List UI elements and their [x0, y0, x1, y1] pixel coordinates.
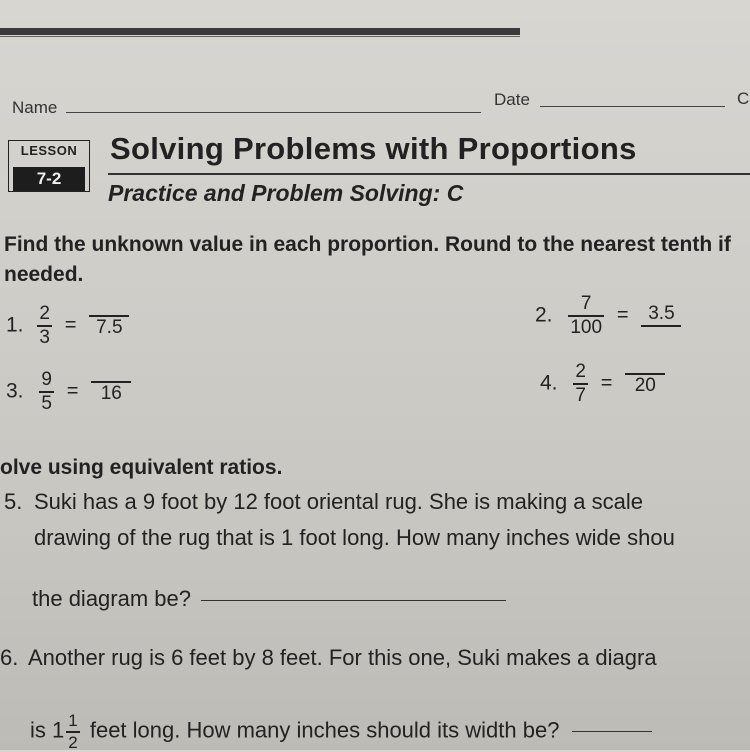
- problem-1-fraction-left: [37, 304, 52, 348]
- lesson-badge: [8, 140, 90, 192]
- fraction-denominator: 3: [39, 326, 50, 348]
- problem-2-fraction-right: [641, 304, 681, 328]
- page-subtitle: Practice and Problem Solving: C: [108, 180, 464, 206]
- problem-3-number: 3.: [6, 379, 24, 403]
- fraction-numerator: 2: [39, 303, 50, 324]
- question-6-number: 6.: [0, 645, 19, 670]
- fraction-denominator: 5: [41, 392, 52, 414]
- problem-2-number: 2.: [535, 303, 553, 327]
- question-6-text-post: feet long. How many inches should its width be?: [89, 717, 560, 743]
- name-field[interactable]: [66, 112, 481, 113]
- mixed-fraction: [66, 712, 79, 752]
- date-field[interactable]: [540, 106, 725, 107]
- fraction-numerator: 1: [68, 712, 78, 730]
- question-5-answer-line[interactable]: [201, 600, 506, 601]
- lesson-number: 7-2: [13, 167, 85, 191]
- problem-1-number: 1.: [6, 313, 24, 337]
- question-6-text-pre: is 1: [30, 717, 65, 743]
- fraction-denominator: 7: [575, 384, 586, 406]
- answer-blank[interactable]: [641, 327, 681, 328]
- fraction-denominator: 20: [634, 374, 656, 396]
- question-5-number: 5.: [4, 489, 23, 514]
- lesson-word: LESSON: [20, 143, 78, 158]
- problem-4-fraction-right: [625, 372, 665, 396]
- top-rule-thick: [0, 28, 520, 35]
- problem-4-number: 4.: [540, 371, 558, 395]
- problem-3-fraction-left: [39, 370, 54, 414]
- equals-sign: =: [66, 380, 79, 403]
- top-rule-thin: [0, 36, 520, 37]
- fraction-numerator: 3.5: [648, 303, 675, 324]
- fraction-numerator: 2: [575, 361, 586, 382]
- question-6-answer-line[interactable]: [572, 731, 652, 732]
- date-label: Date: [494, 90, 530, 109]
- problem-2: [535, 294, 681, 338]
- problem-4-fraction-left: [573, 362, 588, 406]
- problem-2-fraction-left: [568, 294, 604, 338]
- equals-sign: =: [616, 304, 629, 327]
- fraction-numerator: 7: [580, 293, 592, 314]
- title-rule: [108, 173, 750, 175]
- fraction-denominator: 100: [570, 316, 603, 338]
- equals-sign: =: [64, 314, 77, 337]
- question-5-line-1: Suki has a 9 foot by 12 foot oriental rug. She is making a scale: [34, 489, 644, 514]
- question-5-text: the diagram be?: [32, 586, 191, 611]
- question-6-line-1: Another rug is 6 feet by 8 feet. For this one, Suki makes a diagra: [28, 645, 657, 670]
- page-title: Solving Problems with Proportions: [110, 131, 637, 166]
- question-6-line-2: [30, 712, 750, 752]
- question-5-line-3: [32, 581, 506, 617]
- section2-instructions: olve using equivalent ratios.: [0, 456, 283, 479]
- class-label: C: [737, 89, 750, 108]
- fraction-denominator: 16: [100, 382, 122, 404]
- problem-4: [540, 362, 665, 406]
- section1-instructions: Find the unknown value in each proportion. Round to the nearest tenth if needed.: [4, 233, 731, 286]
- fraction-denominator: 7.5: [96, 316, 123, 338]
- name-label: Name: [12, 98, 58, 117]
- problem-1: [6, 304, 129, 348]
- fraction-denominator: 2: [68, 732, 78, 752]
- fraction-numerator: 9: [41, 369, 52, 390]
- equals-sign: =: [600, 372, 613, 395]
- problem-3: [6, 370, 131, 414]
- problem-3-fraction-right: [91, 380, 131, 404]
- question-5-line-2: drawing of the rug that is 1 foot long. How many inches wide shou: [34, 525, 675, 550]
- problem-1-fraction-right: [89, 314, 129, 338]
